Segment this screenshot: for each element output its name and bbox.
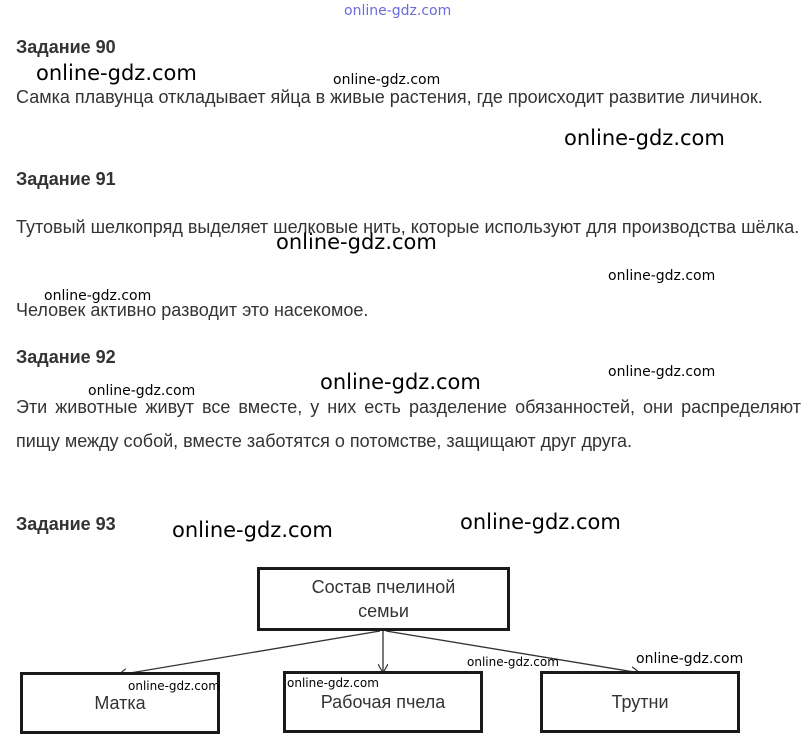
- diagram-box-drones: [540, 671, 740, 733]
- task-90-heading: Задание 90: [16, 37, 116, 57]
- watermark: online-gdz.com: [276, 230, 437, 254]
- watermark: online-gdz.com: [460, 510, 621, 534]
- watermark: online-gdz.com: [320, 370, 481, 394]
- arrow-to-matka: [118, 631, 380, 675]
- watermark: online-gdz.com: [467, 655, 559, 669]
- task-91-text-1: Тутовый шелкопряд выделяет шелковые нить, которые используют для производства шёлка.: [16, 217, 800, 237]
- watermark: online-gdz.com: [608, 268, 716, 284]
- task-93-heading: Задание 93: [16, 514, 116, 534]
- task-92-heading: Задание 92: [16, 347, 116, 367]
- watermark: online-gdz.com: [88, 383, 196, 399]
- watermark: online-gdz.com: [564, 126, 725, 150]
- watermark: online-gdz.com: [36, 61, 197, 85]
- diagram-label-worker: Рабочая пчела: [320, 692, 446, 712]
- watermark: online-gdz.com: [44, 288, 152, 304]
- watermark-top: online-gdz.com: [344, 3, 452, 19]
- diagram-root-label: Состав пчелиной семьи: [311, 577, 456, 621]
- task-91-text-2: Человек активно разводит это насекомое.: [16, 300, 369, 320]
- task-91-heading: Задание 91: [16, 169, 116, 189]
- task-92-text: Эти животные живут все вместе, у них есть разделение обязанностей, они распределяют пищу между собой, вместе заботятся о потомстве, защищают друг друга.: [16, 397, 801, 451]
- watermark: online-gdz.com: [608, 364, 716, 380]
- watermark: online-gdz.com: [128, 679, 220, 693]
- watermark: online-gdz.com: [636, 651, 744, 667]
- watermark: online-gdz.com: [287, 676, 379, 690]
- task-90-text: Самка плавунца откладывает яйца в живые растения, где происходит развитие личинок.: [16, 87, 763, 107]
- watermark: online-gdz.com: [333, 72, 441, 88]
- diagram-root-box: [257, 567, 510, 631]
- watermark: online-gdz.com: [172, 518, 333, 542]
- diagram-label-matka: Матка: [94, 693, 146, 713]
- diagram-label-drones: Трутни: [611, 692, 669, 712]
